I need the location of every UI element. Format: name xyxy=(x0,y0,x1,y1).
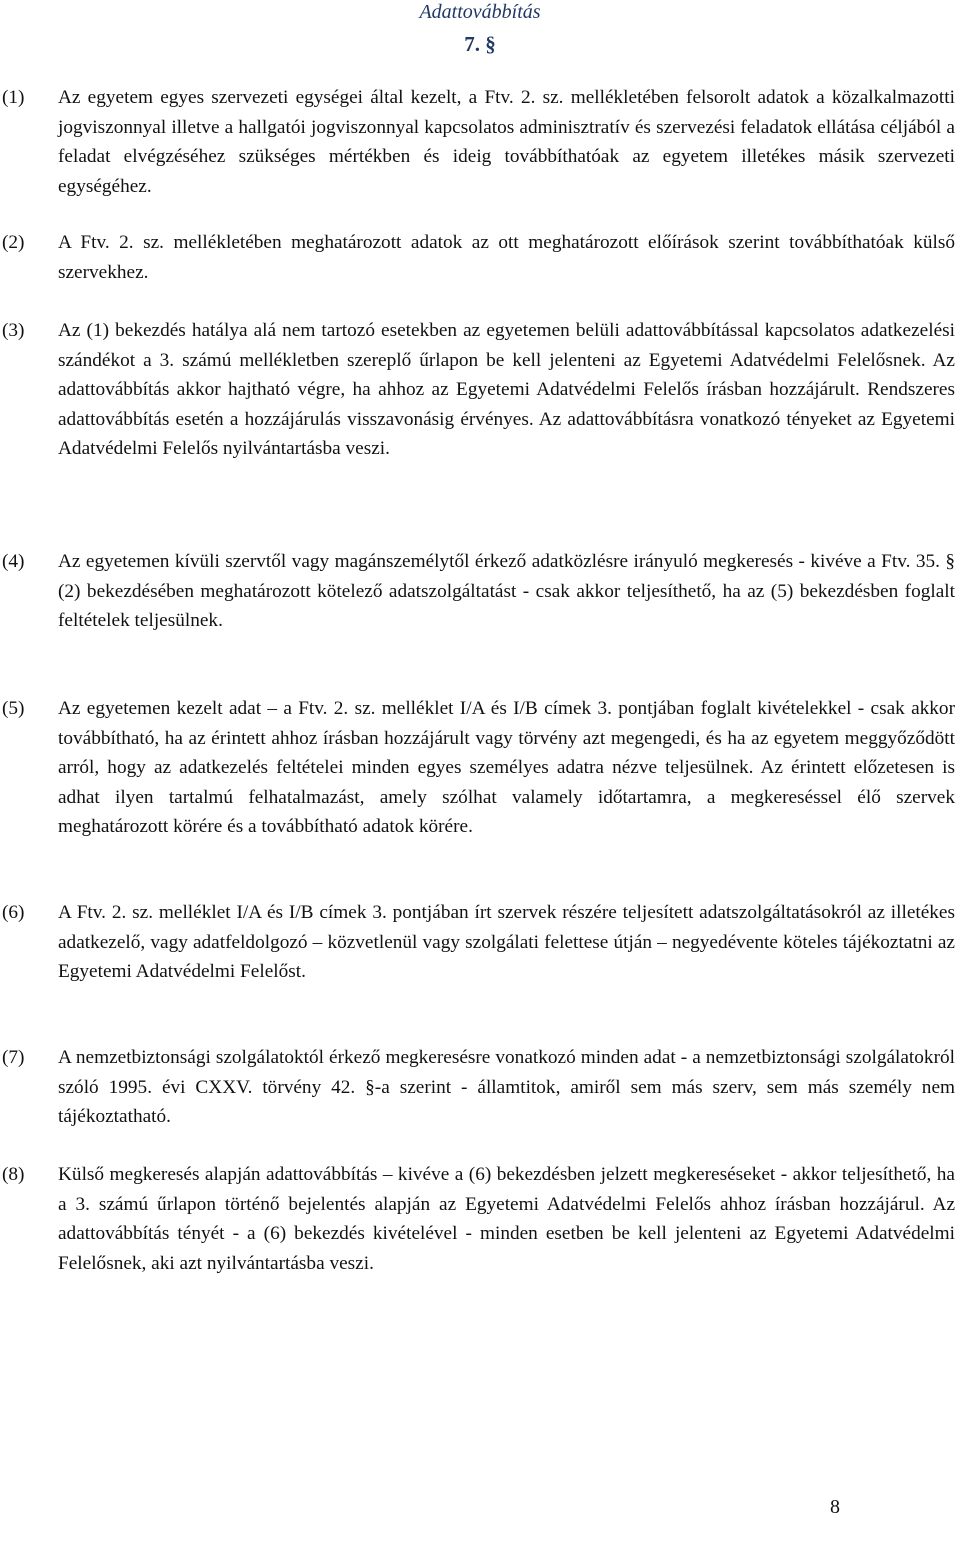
paragraph-text: Az (1) bekezdés hatálya alá nem tartozó esetekben az egyetemen belüli adattovábbítással kapcsolatos adatkezelési szándékot a 3. számú mellékletben szereplő űrlapon be kell jelenteni az Egyetemi Adatvédelmi Felelősnek. Az adattovábbítás akkor hajtható végre, ha ahhoz az Egyetemi Adatvédelmi Felelős írásban hozzájárult. Rendszeres adattovábbítás esetén a hozzájárulás visszavonásig érvényes. Az adattovábbításra vonatkozó tényeket az Egyetemi Adatvédelmi Felelős nyilvántartásba veszi. xyxy=(58,320,955,459)
section-subtitle: Adattovábbítás xyxy=(419,1,541,23)
paragraph-number: (6) xyxy=(2,902,25,923)
paragraph-text: Az egyetemen kívüli szervtől vagy magánszemélytől érkező adatközlésre irányuló megkeresés - kivéve a Ftv. 35. § (2) bekezdésében meghatározott kötelező adatszolgáltatást - csak akkor teljesíthető, ha az (5) bekezdésben foglalt feltételek teljesülnek. xyxy=(58,551,955,631)
paragraph-1 xyxy=(0,83,955,201)
paragraph-3 xyxy=(0,316,955,464)
paragraph-number: (7) xyxy=(2,1047,25,1068)
paragraph-text: Az egyetemen kezelt adat – a Ftv. 2. sz. melléklet I/A és I/B címek 3. pontjában foglalt kivételekkel - csak akkor továbbítható, ha az érintett ahhoz írásban hozzájárult vagy törvény azt megengedi, és ha az egyetem meggyőződött arról, hogy az adatkezelés feltételei minden egyes személyes adatra nézve teljesülnek. Az érintett előzetesen is adhat ilyen tartalmú felhatalmazást, amely szólhat valamely időtartamra, a megkereséssel élő szervek meghatározott körére és a továbbítható adatok körére. xyxy=(58,698,955,837)
paragraph-4 xyxy=(0,547,955,636)
paragraph-6 xyxy=(0,898,955,987)
paragraph-text: Az egyetem egyes szervezeti egységei által kezelt, a Ftv. 2. sz. mellékletében felsorolt adatok a közalkalmazotti jogviszonnyal illetve a hallgatói jogviszonnyal kapcsolatos adminisztratív és szervezési feladatok ellátása céljából a feladat elvégzéséhez szükséges mértékben és ideig továbbíthatóak az egyetem illetékes másik szervezeti egységéhez. xyxy=(58,87,955,197)
paragraph-number: (4) xyxy=(2,551,25,572)
paragraph-text: A Ftv. 2. sz. melléklet I/A és I/B címek 3. pontjában írt szervek részére teljesített adatszolgáltatásokról az illetékes adatkezelő, vagy adatfeldolgozó – közvetlenül vagy szolgálati felettese útján – negyedévente köteles tájékoztatni az Egyetemi Adatvédelmi Felelőst. xyxy=(58,902,955,982)
paragraph-7 xyxy=(0,1043,955,1132)
paragraph-text: Külső megkeresés alapján adattovábbítás – kivéve a (6) bekezdésben jelzett megkereséseket - akkor teljesíthető, ha a 3. számú űrlapon történő bejelentés alapján az Egyetemi Adatvédelmi Felelős ahhoz írásban hozzájárul. Az adattovábbítás tényét - a (6) bekezdés kivételével - minden esetben be kell jelenteni az Egyetemi Adatvédelmi Felelősnek, aki azt nyilvántartásba veszi. xyxy=(58,1164,955,1274)
page-number: 8 xyxy=(830,1496,840,1518)
paragraph-8 xyxy=(0,1160,955,1278)
paragraph-5 xyxy=(0,694,955,842)
paragraph-text: A Ftv. 2. sz. mellékletében meghatározott adatok az ott meghatározott előírások szerint továbbíthatóak külső szervekhez. xyxy=(58,232,955,283)
paragraph-number: (1) xyxy=(2,87,25,108)
paragraph-number: (2) xyxy=(2,232,25,253)
paragraph-number: (5) xyxy=(2,698,25,719)
paragraph-text: A nemzetbiztonsági szolgálatoktól érkező megkeresésre vonatkozó minden adat - a nemzetbiztonsági szolgálatokról szóló 1995. évi CXXV. törvény 42. §-a szerint - államtitok, amiről sem más szerv, sem más személy nem tájékoztatható. xyxy=(58,1047,955,1127)
paragraph-number: (3) xyxy=(2,320,25,341)
section-number: 7. § xyxy=(464,32,496,56)
paragraph-2 xyxy=(0,228,955,287)
paragraph-number: (8) xyxy=(2,1164,25,1185)
